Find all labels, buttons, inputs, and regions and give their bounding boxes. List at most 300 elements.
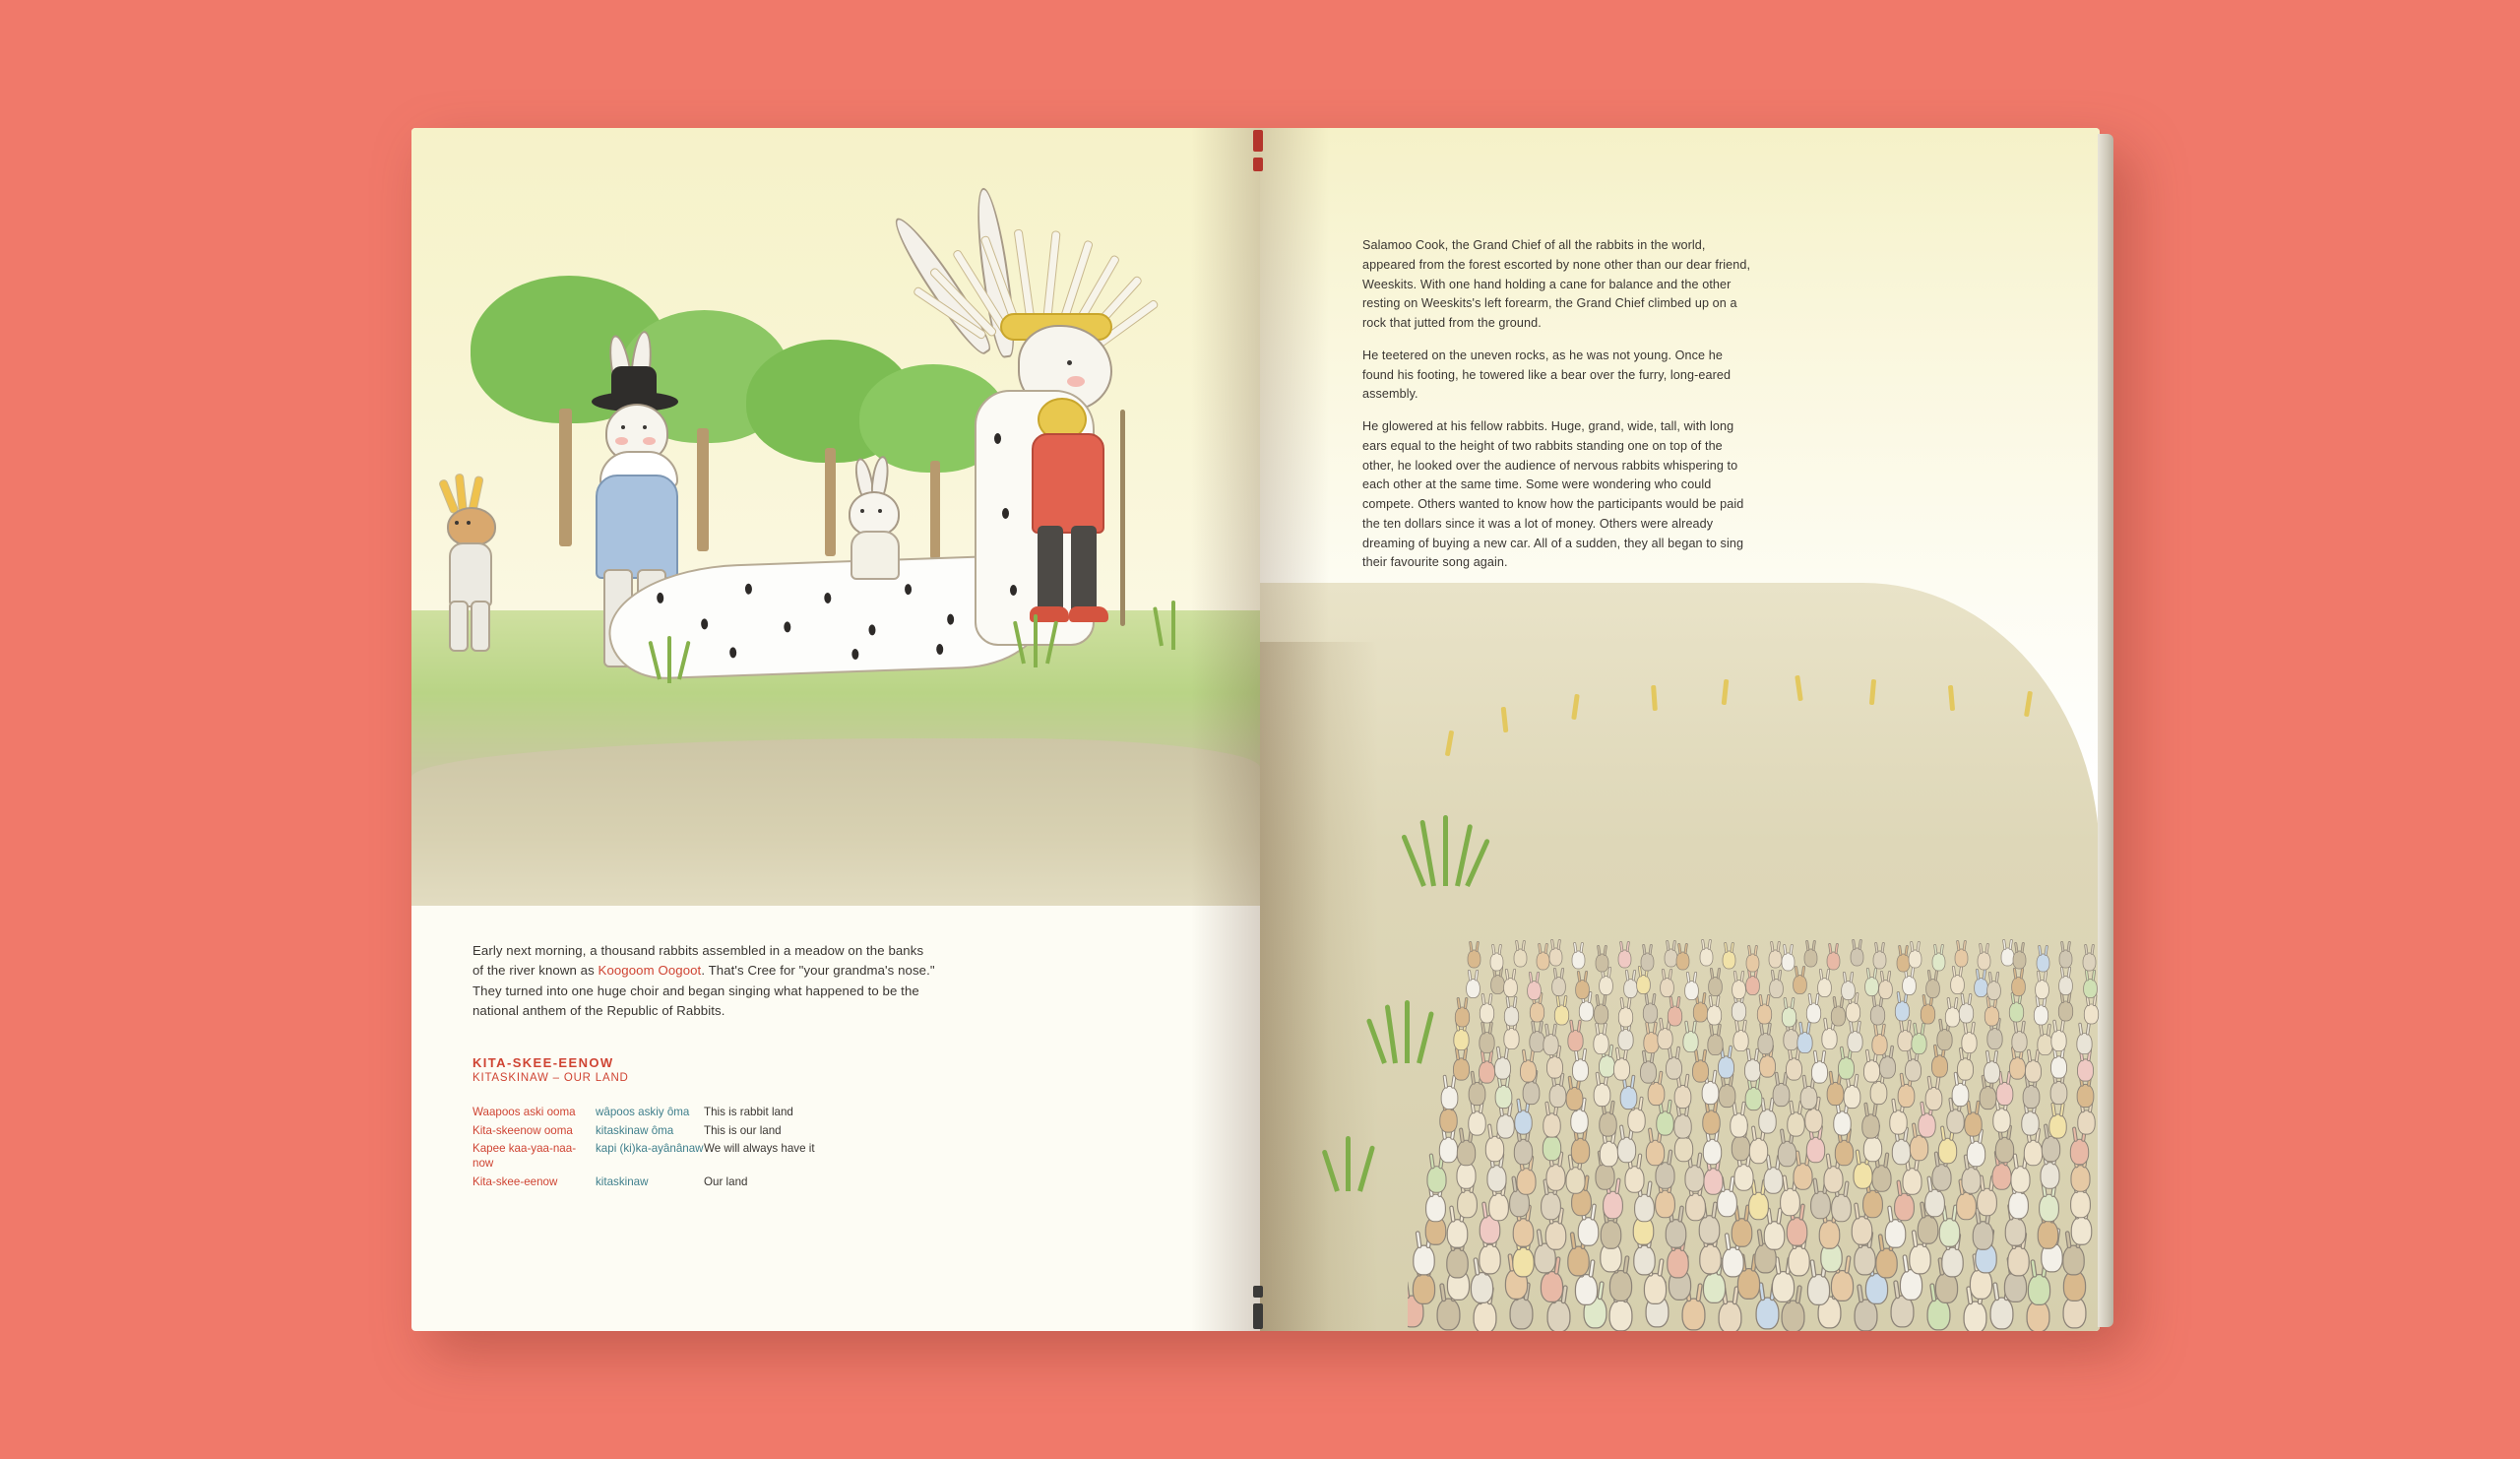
crowd-rabbit	[1674, 1085, 1692, 1109]
crowd-rabbit	[1603, 1191, 1623, 1220]
crowd-rabbit	[2049, 1114, 2067, 1139]
crowd-rabbit	[1699, 948, 1713, 967]
crowd-rabbit	[1707, 1005, 1722, 1026]
crowd-rabbit	[1843, 1085, 1860, 1109]
crowd-rabbit	[1987, 981, 2001, 1000]
crowd-rabbit	[2036, 954, 2049, 973]
crowd-rabbit	[1819, 1220, 1841, 1249]
crowd-rabbit	[1693, 1002, 1708, 1023]
crowd-rabbit	[1909, 950, 1922, 969]
crowd-rabbit	[1543, 1034, 1558, 1055]
crowd-rabbit	[1759, 1054, 1776, 1077]
book-right-page	[1260, 128, 2100, 1331]
crowd-rabbit	[1617, 1137, 1636, 1164]
crowd-rabbit	[1782, 1007, 1796, 1028]
crowd-rabbit	[1833, 1111, 1851, 1136]
crowd-rabbit	[1682, 1298, 1706, 1330]
crowd-rabbit	[2077, 1058, 2094, 1081]
crowd-rabbit	[1565, 1167, 1585, 1194]
crowd-rabbit	[1853, 1162, 1872, 1189]
crowd-rabbit	[1495, 1085, 1513, 1109]
crowd-rabbit	[1931, 1054, 1948, 1077]
crowd-rabbit	[1640, 1060, 1657, 1083]
crowd-rabbit	[1468, 1082, 1485, 1106]
crowd-rabbit	[1625, 1166, 1645, 1193]
crowd-rabbit	[1984, 1006, 1998, 1027]
crowd-rabbit	[1719, 1300, 1742, 1331]
crowd-rabbit	[1894, 1193, 1915, 1222]
crowd-rabbit	[1806, 1137, 1825, 1164]
crowd-rabbit	[1817, 978, 1831, 997]
crowd-rabbit	[1733, 1164, 1753, 1191]
crowd-rabbit	[1578, 1217, 1600, 1246]
chief-vest	[1032, 433, 1104, 534]
crowd-rabbit	[1962, 1032, 1978, 1053]
crowd-rabbit	[1546, 1300, 1570, 1331]
crowd-rabbit	[1745, 954, 1759, 973]
crowd-rabbit	[1986, 1028, 2002, 1049]
crowd-rabbit	[1870, 1005, 1885, 1026]
crowd-rabbit	[1890, 1110, 1908, 1135]
crowd-rabbit	[2023, 1085, 2041, 1109]
song-title: KITA-SKEE-EENOW	[472, 1054, 614, 1070]
crowd-rabbit	[1704, 1168, 1724, 1195]
crowd-rabbit	[1488, 1193, 1509, 1222]
crowd-rabbit	[1702, 1110, 1720, 1135]
crowd-rabbit	[2021, 1111, 2039, 1136]
crowd-rabbit	[1546, 1164, 1566, 1191]
crowd-rabbit	[1822, 1028, 1838, 1049]
crowd-rabbit	[1441, 1086, 1459, 1110]
right-paragraph-1: Salamoo Cook, the Grand Chief of all the rabbits in the world, appeared from the forest escorted by none other than our dear friend, Weeskits. With one hand holding a cane for balance and the other resting on Weeskits's left forearm, the Grand Chief climbed up on a rock that jutted from the ground.	[1362, 238, 1751, 331]
crowd-rabbit	[2059, 976, 2073, 995]
crowd-rabbit	[1437, 1298, 1461, 1330]
crowd-rabbit	[1841, 981, 1855, 1000]
crowd-rabbit	[1648, 1082, 1666, 1106]
crowd-rabbit	[1503, 1028, 1519, 1049]
crowd-rabbit	[1879, 1055, 1896, 1078]
crowd-rabbit	[1827, 952, 1841, 971]
lyric-cree: Kita-skee-eenow	[472, 1175, 558, 1189]
crowd-rabbit	[1593, 1033, 1608, 1054]
crowd-rabbit	[2051, 1030, 2067, 1051]
crowd-rabbit	[2070, 1216, 2092, 1245]
crowd-rabbit	[1467, 979, 1480, 998]
crowd-rabbit	[1571, 1138, 1590, 1165]
crowd-rabbit	[1780, 1188, 1800, 1217]
crowd-rabbit	[1644, 1273, 1667, 1304]
open-book	[411, 128, 2100, 1331]
crowd-rabbit	[1989, 1297, 2013, 1329]
crowd-rabbit	[1755, 1297, 1779, 1329]
crowd-rabbit	[2025, 1059, 2042, 1082]
crowd-rabbit	[1641, 953, 1655, 972]
crowd-rabbit	[1600, 976, 1613, 995]
crowd-rabbit	[1528, 981, 1542, 1000]
crowd-rabbit	[2041, 1162, 2060, 1189]
grass-bush	[1418, 817, 1477, 886]
crowd-rabbit	[2059, 950, 2073, 969]
crowd-rabbit	[1731, 1113, 1748, 1138]
crowd-rabbit	[1567, 1245, 1590, 1276]
lyric-cree: Kita-skeenow ooma	[472, 1123, 573, 1137]
crowd-rabbit	[1708, 1034, 1724, 1055]
crowd-rabbit	[2070, 1139, 2089, 1166]
lyric-syllabic: kitaskinaw	[596, 1175, 649, 1189]
crowd-rabbit	[1924, 1087, 1942, 1110]
crowd-rabbit	[1786, 1217, 1807, 1246]
crowd-rabbit	[1862, 1190, 1883, 1219]
crowd-rabbit	[1758, 1033, 1774, 1054]
crowd-rabbit	[1703, 1272, 1726, 1303]
crowd-rabbit	[1722, 1246, 1744, 1277]
lyric-syllabic: wâpoos askiy ôma	[596, 1105, 690, 1118]
crowd-rabbit	[1685, 1193, 1706, 1222]
crowd-rabbit	[1972, 1221, 1993, 1250]
crowd-rabbit	[2024, 1140, 2043, 1167]
crowd-rabbit	[1794, 1163, 1813, 1190]
crowd-rabbit	[1453, 1057, 1470, 1080]
crowd-rabbit	[1991, 1163, 2011, 1190]
crowd-rabbit	[1490, 975, 1504, 994]
crowd-rabbit	[1655, 1190, 1675, 1219]
crowd-rabbit	[1468, 950, 1481, 969]
crowd-rabbit	[1847, 1031, 1862, 1052]
crowd-rabbit	[1633, 1244, 1656, 1275]
crowd-rabbit	[1924, 1189, 1945, 1218]
crowd-rabbit	[1543, 1135, 1561, 1162]
crowd-rabbit	[1667, 1247, 1689, 1278]
crowd-rabbit	[2077, 1084, 2095, 1108]
crowd-rabbit	[1479, 1032, 1494, 1053]
left-page-illustration	[411, 128, 1260, 906]
crowd-rabbit	[1846, 1002, 1860, 1023]
crowd-rabbit	[1732, 1030, 1748, 1051]
lyric-english: Our land	[704, 1175, 748, 1189]
crowd-rabbit	[1732, 1218, 1753, 1247]
crowd-rabbit	[1955, 949, 1969, 968]
crowd-rabbit	[1623, 979, 1637, 998]
crowd-rabbit	[1873, 951, 1887, 970]
crowd-rabbit	[1608, 1299, 1632, 1331]
crowd-rabbit	[1745, 1087, 1763, 1110]
crowd-rabbit	[1426, 1166, 1446, 1193]
crowd-rabbit	[1977, 1188, 1997, 1217]
crowd-rabbit	[1835, 1140, 1854, 1167]
crowd-rabbit	[1566, 1087, 1584, 1110]
crowd-rabbit	[1884, 1219, 1906, 1248]
lyric-syllabic: kitaskinaw ôma	[596, 1123, 674, 1137]
crowd-rabbit	[1575, 980, 1589, 999]
crowd-rabbit	[1831, 1270, 1854, 1301]
crowd-rabbit	[1787, 1112, 1804, 1137]
crowd-rabbit	[1551, 977, 1565, 996]
crowd-rabbit	[1732, 1135, 1750, 1162]
crowd-rabbit	[1778, 1141, 1796, 1168]
crowd-rabbit	[1804, 949, 1818, 968]
crowd-rabbit	[1952, 1083, 1970, 1107]
crowd-rabbit	[1520, 1059, 1537, 1082]
crowd-rabbit	[1646, 1140, 1665, 1167]
crowd-rabbit	[2005, 1217, 2027, 1246]
crowd-rabbit	[1571, 1110, 1589, 1134]
crowd-rabbit	[1496, 1114, 1514, 1139]
crowd-rabbit	[1545, 1221, 1567, 1250]
crowd-rabbit	[1480, 1003, 1494, 1024]
crowd-rabbit	[1609, 1270, 1632, 1301]
crowd-rabbit	[1600, 1220, 1621, 1249]
crowd-rabbit	[1918, 1113, 1935, 1138]
crowd-rabbit	[1723, 951, 1736, 970]
crowd-rabbit	[1613, 1057, 1630, 1080]
crowd-rabbit	[1636, 975, 1650, 994]
crowd-rabbit	[1634, 1194, 1655, 1223]
crowd-rabbit	[1412, 1273, 1434, 1304]
tree-trunk	[559, 409, 572, 546]
crowd-rabbit	[2038, 1220, 2059, 1249]
crowd-rabbit	[2035, 980, 2048, 999]
crowd-rabbit	[1479, 1243, 1501, 1274]
crowd-rabbit	[1666, 1219, 1687, 1248]
crowd-rabbit	[1446, 1247, 1469, 1278]
crowd-rabbit	[1732, 980, 1746, 999]
crowd-rabbit	[1995, 1082, 2013, 1106]
crowd-rabbit	[1831, 1194, 1852, 1223]
crowd-rabbit	[1595, 954, 1608, 973]
crowd-rabbit	[1912, 1033, 1927, 1054]
crowd-rabbit	[1773, 1083, 1791, 1107]
crowd-rabbit	[1823, 1166, 1843, 1193]
crowd-rabbit	[1673, 1114, 1691, 1139]
crowd-rabbit	[1980, 1086, 1997, 1110]
crowd-rabbit	[1936, 1029, 1952, 1050]
crowd-rabbit	[1703, 1139, 1722, 1166]
crowd-rabbit	[1950, 975, 1964, 994]
crowd-rabbit	[1599, 1054, 1615, 1077]
crowd-rabbit	[1512, 1218, 1534, 1247]
crowd-rabbit	[2013, 951, 2027, 970]
crowd-rabbit	[1769, 979, 1783, 998]
crowd-rabbit	[1831, 1006, 1846, 1027]
crowd-rabbit	[1921, 1004, 1935, 1025]
crowd-rabbit	[1872, 1165, 1892, 1192]
crowd-rabbit	[1413, 1244, 1435, 1275]
crowd-rabbit	[1749, 1138, 1768, 1165]
crowd-rabbit	[1575, 1274, 1598, 1305]
crowd-rabbit	[2008, 1245, 2031, 1276]
crowd-rabbit	[2011, 977, 2025, 996]
crowd-rabbit	[1772, 1271, 1795, 1302]
left-page-text	[472, 941, 935, 1190]
crowd-rabbit	[1964, 1112, 1982, 1137]
crowd-rabbit	[2049, 1081, 2067, 1105]
crowd-rabbit	[1537, 952, 1550, 971]
crowd-rabbit	[1838, 1056, 1855, 1079]
crowd-rabbit	[1618, 1029, 1634, 1050]
crowd-rabbit	[1699, 1243, 1722, 1274]
crowd-rabbit	[1618, 950, 1632, 969]
dirt-path	[411, 738, 1260, 906]
crowd-rabbit	[1674, 1136, 1693, 1163]
crowd-rabbit	[1748, 1192, 1769, 1221]
crowd-rabbit	[1769, 950, 1783, 969]
crowd-rabbit	[2042, 1136, 2060, 1163]
crowd-rabbit	[1905, 1058, 1922, 1081]
crowd-rabbit	[1984, 1060, 2000, 1083]
river-name-highlight: Koogoom Oogoot	[598, 963, 702, 979]
crowd-rabbit	[1440, 1109, 1458, 1133]
crowd-rabbit	[2009, 1002, 2024, 1023]
crowd-rabbit	[1931, 1164, 1951, 1191]
crowd-rabbit	[1658, 1028, 1673, 1049]
song-subtitle: KITASKINAW – OUR LAND	[472, 1071, 629, 1084]
crowd-rabbit	[1512, 1246, 1535, 1277]
crowd-rabbit	[2009, 1056, 2026, 1079]
crowd-rabbit	[1455, 1007, 1470, 1028]
crowd-rabbit	[1878, 980, 1892, 999]
crowd-rabbit	[1717, 1189, 1737, 1218]
crowd-rabbit	[1992, 1109, 2010, 1133]
crowd-rabbit	[1852, 1216, 1873, 1245]
crowd-rabbit	[2040, 1194, 2060, 1223]
crowd-rabbit	[1426, 1194, 1447, 1223]
crowd-rabbit	[1668, 1006, 1682, 1027]
crowd-rabbit	[1510, 1297, 1534, 1329]
crowd-rabbit	[2028, 1274, 2050, 1305]
crowd-rabbit	[1546, 1055, 1563, 1078]
crowd-rabbit	[2034, 1005, 2048, 1026]
crowd-rabbit	[1718, 1084, 1735, 1108]
crowd-rabbit	[1872, 1034, 1888, 1055]
crowd-rabbit	[2084, 1004, 2099, 1025]
crowd-rabbit	[1781, 953, 1795, 972]
crowd-rabbit	[1600, 1112, 1617, 1137]
crowd-rabbit	[1692, 1059, 1709, 1082]
crowd-rabbit	[1909, 1243, 1931, 1274]
crowd-rabbit	[2082, 953, 2096, 972]
crowd-rabbit	[1643, 1003, 1658, 1024]
crowd-rabbit	[1956, 1192, 1977, 1221]
grand-chief-salamoo-cook	[835, 187, 1160, 601]
crowd-rabbit	[1794, 975, 1807, 994]
crowd-rabbit	[1892, 1139, 1911, 1166]
crowd-rabbit	[1811, 1060, 1828, 1083]
crowd-rabbit	[1863, 1136, 1882, 1163]
crowd-rabbit	[1807, 1274, 1830, 1305]
crowd-rabbit	[1684, 981, 1698, 1000]
lyric-english: This is rabbit land	[704, 1105, 793, 1118]
crowd-rabbit	[1579, 1001, 1594, 1022]
crowd-rabbit	[2058, 1001, 2073, 1022]
crowd-rabbit	[1479, 1060, 1495, 1083]
crowd-rabbit	[2070, 1165, 2090, 1192]
crowd-rabbit	[1799, 1086, 1817, 1110]
rabbit-attendant-left	[433, 477, 522, 704]
left-paragraph-before: Early next morning, a thousand rabbits assembled in a meadow on the banks of the river known as	[472, 943, 924, 979]
crowd-rabbit	[1627, 1109, 1645, 1133]
walking-cane	[1120, 410, 1125, 626]
crowd-rabbit	[1530, 1002, 1544, 1023]
crowd-rabbit	[1468, 1111, 1485, 1136]
right-paragraph-2: He teetered on the uneven rocks, as he was not young. Once he found his footing, he towered like a bear over the furry, long-eared assembly.	[1362, 348, 1732, 402]
crowd-rabbit	[1656, 1111, 1673, 1136]
book-page-edges	[2098, 134, 2113, 1327]
left-paragraph-after: . That's Cree for "your grandma's nose." They turned into one huge choir and began singing what happened to be the national anthem of the Republic of Rabbits.	[472, 963, 935, 1019]
crowd-rabbit	[1447, 1219, 1469, 1248]
crowd-rabbit	[1870, 1081, 1888, 1105]
crowd-rabbit	[1490, 953, 1504, 972]
crowd-rabbit	[1895, 1001, 1910, 1022]
crowd-rabbit	[2070, 1190, 2091, 1219]
crowd-rabbit	[1946, 1110, 1964, 1134]
crowd-rabbit	[1471, 1272, 1493, 1303]
crowd-rabbit	[1918, 1215, 1939, 1244]
crowd-rabbit	[1676, 952, 1690, 971]
crowd-rabbit	[1745, 976, 1759, 995]
crowd-rabbit	[1786, 1057, 1802, 1080]
crowd-rabbit	[1756, 1004, 1771, 1025]
crowd-rabbit	[1962, 1167, 1982, 1194]
lyric-english: This is our land	[704, 1123, 782, 1137]
crowd-rabbit	[1938, 1138, 1957, 1165]
crowd-rabbit	[1485, 1136, 1504, 1163]
crowd-rabbit	[2010, 1166, 2030, 1193]
lyric-cree: Waapoos aski ooma	[472, 1105, 576, 1118]
crowd-rabbit	[1618, 1007, 1633, 1028]
grass-bush	[1331, 1122, 1390, 1191]
crowd-rabbit	[2077, 1110, 2095, 1135]
crowd-rabbit	[1902, 1168, 1922, 1195]
crowd-rabbit	[1810, 1191, 1831, 1220]
crowd-rabbit	[1902, 976, 1916, 995]
crowd-rabbit	[1661, 978, 1674, 997]
crowd-rabbit	[1926, 979, 1940, 998]
crowd-rabbit	[1942, 1246, 1965, 1277]
crowd-rabbit	[1503, 978, 1517, 997]
song-lyrics-table	[472, 1106, 935, 1190]
crowd-rabbit	[1764, 1221, 1786, 1250]
crowd-rabbit	[1457, 1140, 1476, 1167]
crowd-rabbit	[2050, 1055, 2067, 1078]
crowd-rabbit	[2008, 1191, 2029, 1220]
crowd-rabbit	[1504, 1006, 1519, 1027]
crowd-rabbit	[1788, 1245, 1810, 1276]
crowd-rabbit	[1486, 1165, 1506, 1192]
crowd-rabbit	[1865, 977, 1879, 996]
crowd-rabbit	[1474, 1300, 1497, 1331]
crowd-rabbit	[1806, 1003, 1821, 1024]
crowd-rabbit	[1682, 1031, 1698, 1052]
crowd-rabbit	[2063, 1244, 2086, 1275]
crowd-rabbit	[1804, 1109, 1822, 1133]
crowd-rabbit	[1759, 1110, 1777, 1134]
crowd-rabbit	[1554, 1005, 1569, 1026]
book-left-page	[411, 128, 1260, 1331]
crowd-rabbit	[1620, 1086, 1638, 1110]
lyric-cree: Kapee kaa-yaa-naa-now	[472, 1142, 577, 1171]
crowd-rabbit	[2083, 979, 2097, 998]
crowd-rabbit	[1781, 1300, 1804, 1331]
right-paragraph-3: He glowered at his fellow rabbits. Huge, grand, wide, tall, with long ears equal to the height of two rabbits standing one on top of the other, he looked over the audience of nervous rabbits whispering to each other at the same time. Some were wondering who could compete. Others wanted to know how the participants would be paid the ten dollars since it was a lot of money. Others were already dreaming of buying a new car. All of a sudden, they all began to sing their favourite song again.	[1362, 419, 1744, 570]
crowd-rabbit	[1732, 1001, 1746, 1022]
crowd-rabbit	[1763, 1167, 1783, 1194]
crowd-rabbit	[1684, 1165, 1704, 1192]
crowd-rabbit	[1978, 952, 1991, 971]
crowd-rabbit	[2012, 1031, 2028, 1052]
crowd-rabbit	[1438, 1137, 1457, 1164]
crowd-rabbit	[1967, 1141, 1985, 1168]
crowd-rabbit	[1854, 1244, 1876, 1275]
